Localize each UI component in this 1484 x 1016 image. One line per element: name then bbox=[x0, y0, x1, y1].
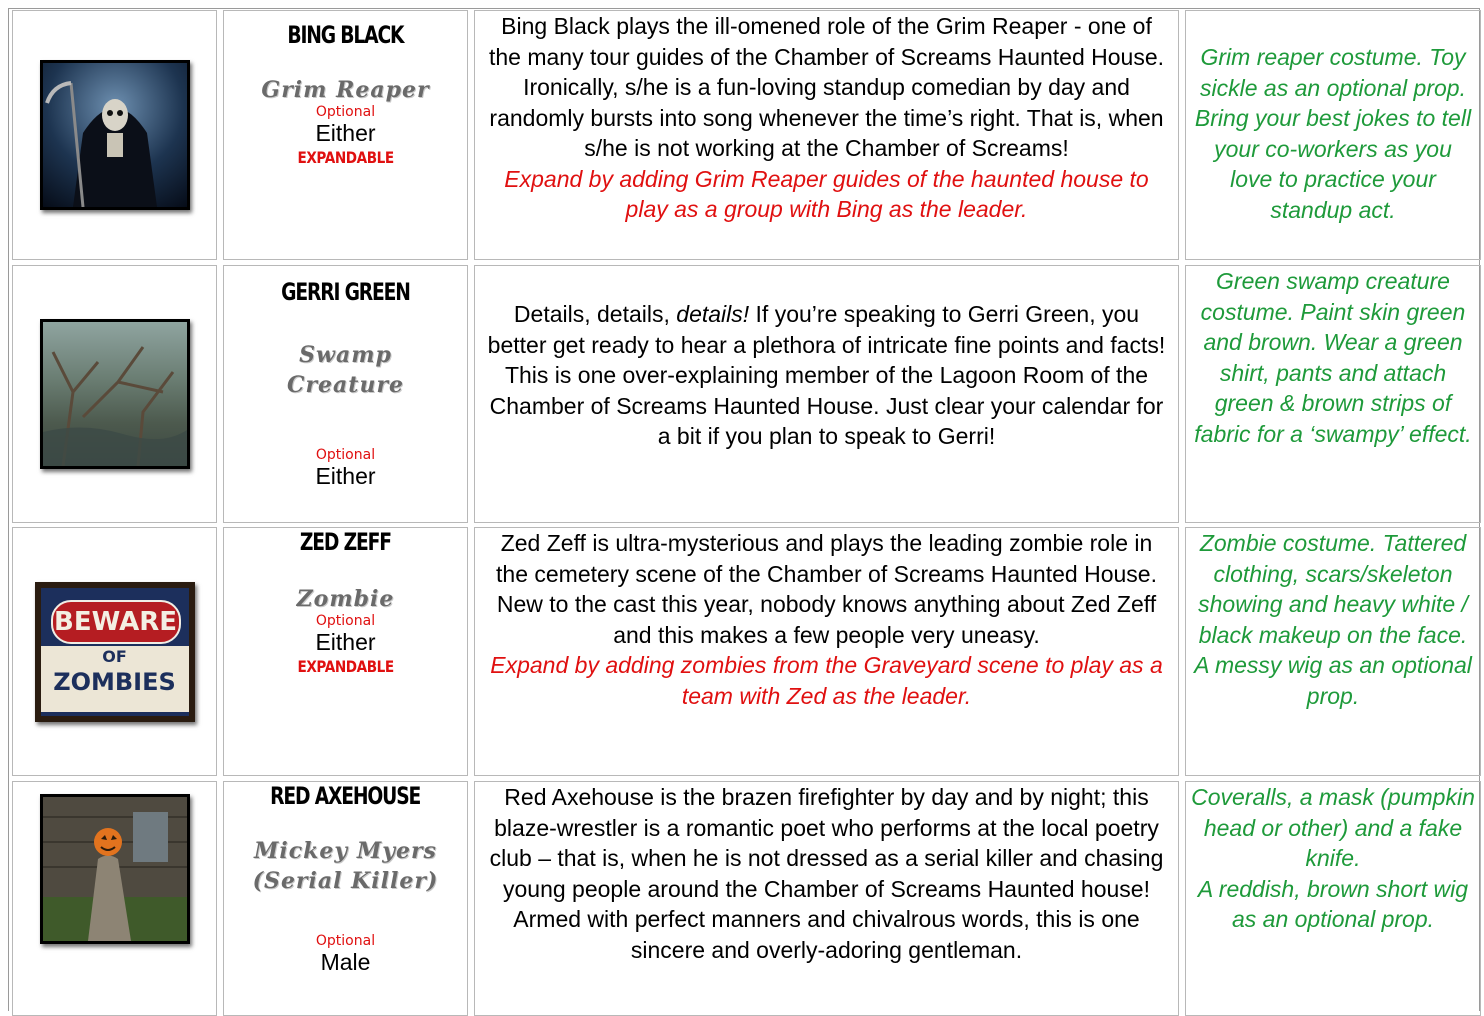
expandable-label: EXPANDABLE bbox=[297, 148, 394, 167]
grim-reaper-photo bbox=[40, 60, 190, 210]
character-description: Red Axehouse is the brazen firefighter by day and by night; this blaze-wrestler is a romantic poet who performs at the local poetry club – that is, when he is not dressed as a serial killer and chasing young people around the Chamber of Screams Haunted house! Armed with perfect manners and chivalrous words, this is one sincere and overly-adoring gentleman. bbox=[489, 784, 1164, 963]
beware-of-zombies-sign bbox=[35, 582, 195, 722]
costume-notes: A reddish, brown short wig as an optional prop. bbox=[1197, 875, 1469, 932]
grim-reaper-illustration bbox=[43, 63, 187, 207]
description-text: Details, details, bbox=[513, 301, 677, 327]
description-cell bbox=[474, 781, 1179, 1016]
optional-label: Optional bbox=[315, 933, 376, 949]
costume-notes: Grim reaper costume. Toy sickle as an optional prop. Bring your best jokes to tell your co-workers as you love to practice your standup act. bbox=[1194, 44, 1472, 223]
expand-note: Expand by adding zombies from the Graveyard scene to play as a team with Zed as the leader. bbox=[490, 652, 1163, 709]
description-text: If you’re speaking to Gerri Green, you better get ready to hear a plethora of intricate fine points and facts! This is one over-explaining member of the Lagoon Room of the Chamber of Screams Haunted House. Just clear your calendar for a bit if you plan to speak to Gerri! bbox=[487, 301, 1166, 449]
image-cell bbox=[12, 265, 217, 523]
gender-label: Either bbox=[315, 120, 376, 146]
costume-notes: Zombie costume. Tattered clothing, scars/skeleton showing and heavy white / black makeup on the face. A messy wig as an optional prop. bbox=[1194, 530, 1472, 709]
character-name: GERRI GREEN bbox=[281, 278, 410, 306]
swamp-photo bbox=[40, 319, 190, 469]
expandable-label: EXPANDABLE bbox=[297, 657, 394, 676]
optional-label: Optional bbox=[315, 613, 376, 629]
character-row bbox=[12, 781, 1480, 1016]
character-name: RED AXEHOUSE bbox=[270, 782, 421, 810]
image-cell bbox=[12, 781, 217, 1016]
description-cell bbox=[474, 265, 1179, 523]
name-cell bbox=[223, 527, 468, 776]
character-row bbox=[12, 265, 1480, 523]
image-cell bbox=[12, 10, 217, 260]
description-cell bbox=[474, 527, 1179, 776]
sign-text-mid: OF bbox=[102, 646, 127, 666]
character-role: Creature bbox=[286, 372, 405, 398]
character-description bbox=[483, 299, 1170, 452]
character-description: Zed Zeff is ultra-mysterious and plays the leading zombie role in the cemetery scene of the Chamber of Screams Haunted House. New to the cast this year, nobody knows anything about Zed Zeff and this makes a few people very uneasy. bbox=[496, 530, 1157, 648]
expand-note: Expand by adding Grim Reaper guides of the haunted house to play as a group with Bing as the leader. bbox=[504, 165, 1149, 222]
costume-cell bbox=[1185, 10, 1481, 260]
character-role: (Serial Killer) bbox=[252, 868, 439, 894]
pumpkin-head-photo bbox=[40, 794, 190, 944]
gender-label: Either bbox=[315, 629, 376, 655]
costume-notes: Green swamp creature costume. Paint skin green and brown. Wear a green shirt, pants and attach green & brown strips of fabric for a ‘swampy’ effect. bbox=[1194, 268, 1472, 447]
gender-label: Male bbox=[320, 949, 371, 975]
sign-top-oval bbox=[51, 600, 181, 644]
costume-notes: Coveralls, a mask (pumpkin head or other) and a fake knife. bbox=[1191, 784, 1475, 871]
character-role: Grim Reaper bbox=[261, 77, 430, 103]
character-role: Zombie bbox=[296, 586, 395, 612]
name-cell bbox=[223, 781, 468, 1016]
character-name: ZED ZEFF bbox=[299, 528, 391, 556]
costume-cell bbox=[1185, 527, 1481, 776]
costume-cell bbox=[1185, 781, 1481, 1016]
gender-label: Either bbox=[315, 463, 376, 489]
swamp-trees-illustration bbox=[43, 322, 187, 466]
sign-bottom-panel bbox=[41, 646, 189, 712]
character-row bbox=[12, 10, 1480, 260]
optional-label: Optional bbox=[315, 447, 376, 463]
sign-text-top: BEWARE bbox=[54, 606, 177, 637]
character-role: Swamp bbox=[299, 342, 392, 368]
character-description: Bing Black plays the ill-omened role of the Grim Reaper - one of the many tour guides of the Chamber of Screams Haunted House. Ironically, s/he is a fun-loving standup comedian by day and randomly bursts into song whenever the time’s right. That is, when s/he is not working at the Chamber of Screams! bbox=[488, 13, 1165, 161]
character-row bbox=[12, 527, 1480, 776]
sign-text-bottom: ZOMBIES bbox=[53, 667, 176, 696]
name-cell bbox=[223, 10, 468, 260]
character-name: BING BLACK bbox=[287, 21, 404, 49]
image-cell bbox=[12, 527, 217, 776]
description-cell bbox=[474, 10, 1179, 260]
costume-cell bbox=[1185, 265, 1481, 523]
name-cell bbox=[223, 265, 468, 523]
optional-label: Optional bbox=[315, 104, 376, 120]
character-role: Mickey Myers bbox=[254, 838, 437, 864]
description-emphasis: details! bbox=[676, 301, 750, 327]
pumpkin-head-illustration bbox=[43, 797, 187, 941]
